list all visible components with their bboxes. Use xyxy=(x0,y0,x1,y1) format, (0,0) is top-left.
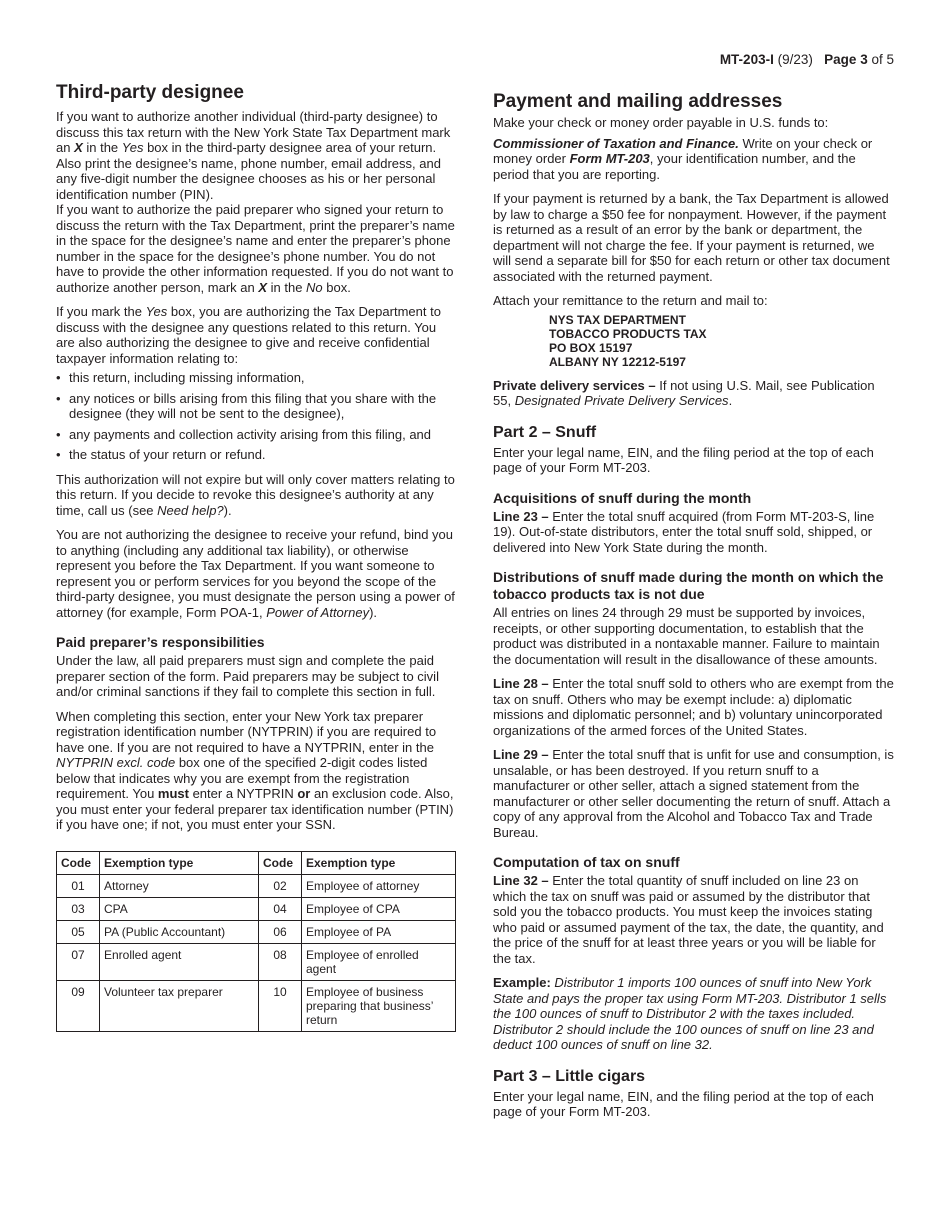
header-exemption-type: Exemption type xyxy=(302,851,456,874)
line-32-paragraph: Line 32 – Enter the total quantity of snuff included on line 23 on which the tax on snuff was paid or assumed by the distributor that sold you the tobacco products. You must keep the invoices stating who paid or assumed payment of the tax, the date, the quantity, and the price of the snuff for at least three years or you will be liable for the tax. xyxy=(493,873,884,966)
payment-paragraph-4: Attach your remittance to the return and mail to: xyxy=(493,293,768,308)
header-code: Code xyxy=(259,851,302,874)
tpd-paragraph-4: This authorization will not expire but will only cover matters relating to this return. If you decide to revoke this designee’s authority at any time, call us (see Need help?). xyxy=(56,471,455,518)
paid-preparer-heading: Paid preparer’s responsibilities xyxy=(56,634,265,650)
type-cell: Employee of enrolled agent xyxy=(302,943,456,980)
private-delivery-paragraph: Private delivery services – If not using U.S. Mail, see Publication 55, Designated Private Delivery Services. xyxy=(493,377,875,408)
type-cell: Employee of PA xyxy=(302,920,456,943)
type-cell: Employee of CPA xyxy=(302,897,456,920)
list-item: • any payments and collection activity arising from this filing, and xyxy=(56,427,456,443)
header-exemption-type: Exemption type xyxy=(100,851,259,874)
address-line: PO BOX 15197 xyxy=(549,340,633,355)
pp-paragraph-2: When completing this section, enter your New York tax preparer registration identification number (NYTPRIN) if you are required to have one. If you are not required to have a NYTPRIN, enter in the NYTPRIN excl. code box one of the specified 2-digit codes listed below that indicates why you are exempt from the registration requirement. You must enter a NYTPRIN or an exclusion code. Also, you must enter your federal preparer tax identification number (PTIN) if you have one; if not, you must enter your SSN. xyxy=(56,708,454,832)
code-cell: 03 xyxy=(57,897,100,920)
payment-mailing-heading: Payment and mailing addresses xyxy=(493,91,783,112)
authorization-bullet-list xyxy=(56,370,456,463)
type-cell: Volunteer tax preparer xyxy=(100,980,259,1031)
payment-paragraph-1: Make your check or money order payable in U.S. funds to: xyxy=(493,115,829,130)
tpd-paragraph-5: You are not authorizing the designee to receive your refund, bind you to anything (including any additional tax liability), or otherwise represent you before the Tax Department. If you want someone to represent you or perform services for you beyond the scope of the third-party designee, you must designate the person using a power of attorney (for example, Form POA-1, Power of Attorney). xyxy=(56,527,455,620)
list-item: • the status of your return or refund. xyxy=(56,447,456,463)
form-number: MT-203-I xyxy=(719,52,774,67)
payment-paragraph-3: If your payment is returned by a bank, the Tax Department is allowed by law to charge a $50 fee for nonpayment. However, if the payment is returned as a result of an error by the bank or department, the department will not charge the fee. If your payment is returned, we will send a separate bill for $50 for each return or other tax document associated with the returned payment. xyxy=(493,191,890,284)
table-row xyxy=(57,874,456,897)
distributions-heading: Distributions of snuff made during the month on which the tobacco products tax is not due xyxy=(493,569,884,602)
computation-heading: Computation of tax on snuff xyxy=(493,854,680,870)
left-column xyxy=(56,82,456,1032)
pp-paragraph-1: Under the law, all paid preparers must sign and complete the paid preparer section of the form. Paid preparers may be subject to civil and/or criminal sanctions if they fail to complete this section in full. xyxy=(56,653,439,699)
line-28-paragraph: Line 28 – Enter the total snuff sold to others who are exempt from the tax on snuff. Others who may be exempt include: a) diplomatic missions and diplomatic personnel; and b) voluntary unincorporated organizations of the armed forces of the United States. xyxy=(493,676,894,738)
type-cell: Attorney xyxy=(100,874,259,897)
list-item: • any notices or bills arising from this filing that you share with the designee (they will not be sent to the designee), xyxy=(56,391,456,422)
type-cell: PA (Public Accountant) xyxy=(100,920,259,943)
address-line: NYS TAX DEPARTMENT xyxy=(549,312,686,327)
line-23-paragraph: Line 23 – Enter the total snuff acquired (from Form MT-203-S, line 19). Out-of-state distributors, enter the total snuff sold, shipped, or delivered into New York State during the month. xyxy=(493,508,875,555)
table-row xyxy=(57,980,456,1031)
code-cell: 08 xyxy=(259,943,302,980)
address-line: ALBANY NY 12212-5197 xyxy=(549,354,686,369)
tpd-paragraph-3: If you mark the Yes box, you are authorizing the Tax Department to discuss with the designee any questions related to this return. You are also authorizing the designee to give and receive confidential taxpayer information relating to: xyxy=(56,304,441,366)
part-3-heading: Part 3 – Little cigars xyxy=(493,1067,646,1085)
code-cell: 06 xyxy=(259,920,302,943)
code-cell: 10 xyxy=(259,980,302,1031)
header-code: Code xyxy=(57,851,100,874)
list-item: • this return, including missing information, xyxy=(56,370,456,386)
line-29-paragraph: Line 29 – Enter the total snuff that is unfit for use and consumption, is unsalable, or has been destroyed. If you return snuff to a manufacturer or other seller, attach a signed statement from the manufacturer or other seller documenting the return of snuff. Attach a copy of any approval from the Alcohol and Tobacco Tax and Trade Bureau. xyxy=(493,747,894,840)
right-column xyxy=(493,91,895,1129)
third-party-designee-heading: Third-party designee xyxy=(56,82,244,103)
exemption-code-table xyxy=(56,851,456,1032)
table-row xyxy=(57,897,456,920)
type-cell: CPA xyxy=(100,897,259,920)
part-2-heading: Part 2 – Snuff xyxy=(493,423,597,441)
type-cell: Enrolled agent xyxy=(100,943,259,980)
table-header-row xyxy=(57,851,456,874)
distributions-paragraph: All entries on lines 24 through 29 must be supported by invoices, receipts, or other supporting documentation, to establish that the product was distributed in a nontaxable manner. Failure to maintain the documentation will result in the disallowance of these amounts. xyxy=(493,605,880,667)
page-word: Page xyxy=(824,52,857,67)
tpd-paragraph-2: If you want to authorize the paid preparer who signed your return to discuss the return with the Tax Department, print the preparer’s name in the space for the designee’s name and enter the preparer’s phone number in the space for the designee’s phone number. You do not have to provide the other information requested. If you do not want to authorize another person, mark an X in the No box. xyxy=(56,202,455,295)
page-total: of 5 xyxy=(871,52,894,67)
address-line: TOBACCO PRODUCTS TAX xyxy=(549,326,707,341)
tpd-paragraph-1: If you want to authorize another individual (third-party designee) to discuss this tax return with the New York State Tax Department mark an X in the Yes box in the third-party designee area of your return. Also print the designee’s name, phone number, email address, and any five-digit number the designee chooses as his or her personal identification number (PIN). xyxy=(56,109,451,202)
type-cell: Employee of attorney xyxy=(302,874,456,897)
page-header xyxy=(720,52,894,67)
part-3-intro: Enter your legal name, EIN, and the filing period at the top of each page of your Form MT-203. xyxy=(493,1088,874,1119)
example-paragraph: Example: Distributor 1 imports 100 ounces of snuff into New York State and pays the proper tax using Form MT-203. Distributor 1 sells the 100 ounces of snuff to Distributor 2 with the taxes included. Distributor 2 should include the 100 ounces of snuff on line 23 and deduct 100 ounces of snuff on line 32. xyxy=(493,975,887,1052)
payment-paragraph-2: Commissioner of Taxation and Finance. Write on your check or money order Form MT-203, your identification number, and the period that you are reporting. xyxy=(493,135,873,182)
type-cell: Employee of business preparing that business’ return xyxy=(302,980,456,1031)
code-cell: 09 xyxy=(57,980,100,1031)
table-row xyxy=(57,943,456,980)
code-cell: 07 xyxy=(57,943,100,980)
code-cell: 02 xyxy=(259,874,302,897)
page-number: 3 xyxy=(860,52,868,67)
code-cell: 05 xyxy=(57,920,100,943)
code-cell: 04 xyxy=(259,897,302,920)
table-row xyxy=(57,920,456,943)
code-cell: 01 xyxy=(57,874,100,897)
form-date: (9/23) xyxy=(777,52,813,67)
part-2-intro: Enter your legal name, EIN, and the filing period at the top of each page of your Form MT-203. xyxy=(493,444,874,475)
mailing-address xyxy=(549,313,895,369)
acquisitions-heading: Acquisitions of snuff during the month xyxy=(493,489,752,506)
